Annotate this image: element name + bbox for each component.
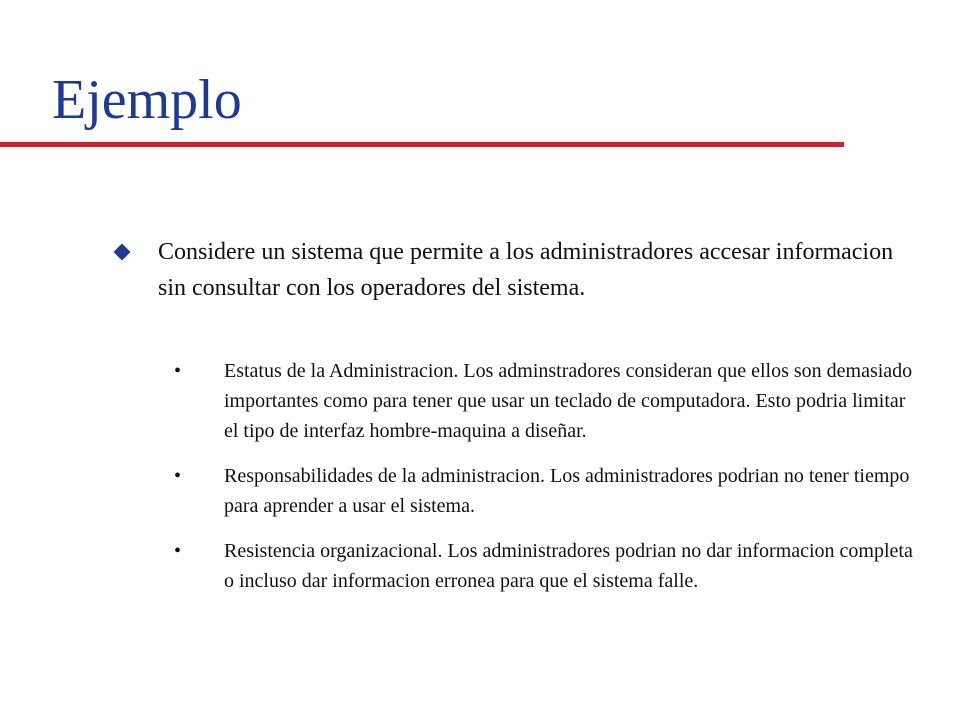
sub-bullet-item: [174, 536, 914, 596]
dot-bullet-icon: •: [174, 465, 182, 487]
dot-bullet-icon: •: [174, 360, 182, 382]
sub-bullet-text: Estatus de la Administracion. Los adminstradores consideran que ellos son demasiado importantes como para tener que usar un teclado de computadora. Esto podria limitar el tipo de interfaz hombre-maquina a diseñar.: [224, 360, 913, 442]
sub-bullet-list: [174, 356, 914, 611]
sub-bullet-item: [174, 356, 914, 446]
dot-bullet-icon: •: [174, 540, 182, 562]
diamond-bullet-icon: [114, 244, 131, 261]
main-bullet-text: Considere un sistema que permite a los administradores accesar informacion sin consultar con los operadores del sistema.: [158, 239, 894, 301]
sub-bullet-text: Responsabilidades de la administracion. Los administradores podrian no tener tiempo para aprender a usar el sistema.: [224, 465, 910, 517]
sub-bullet-item: [174, 461, 914, 521]
sub-bullet-text: Resistencia organizacional. Los administradores podrian no dar informacion completa o incluso dar informacion erronea para que el sistema falle.: [224, 540, 913, 592]
title-underline: [0, 142, 844, 147]
slide-title: Ejemplo: [52, 69, 242, 131]
